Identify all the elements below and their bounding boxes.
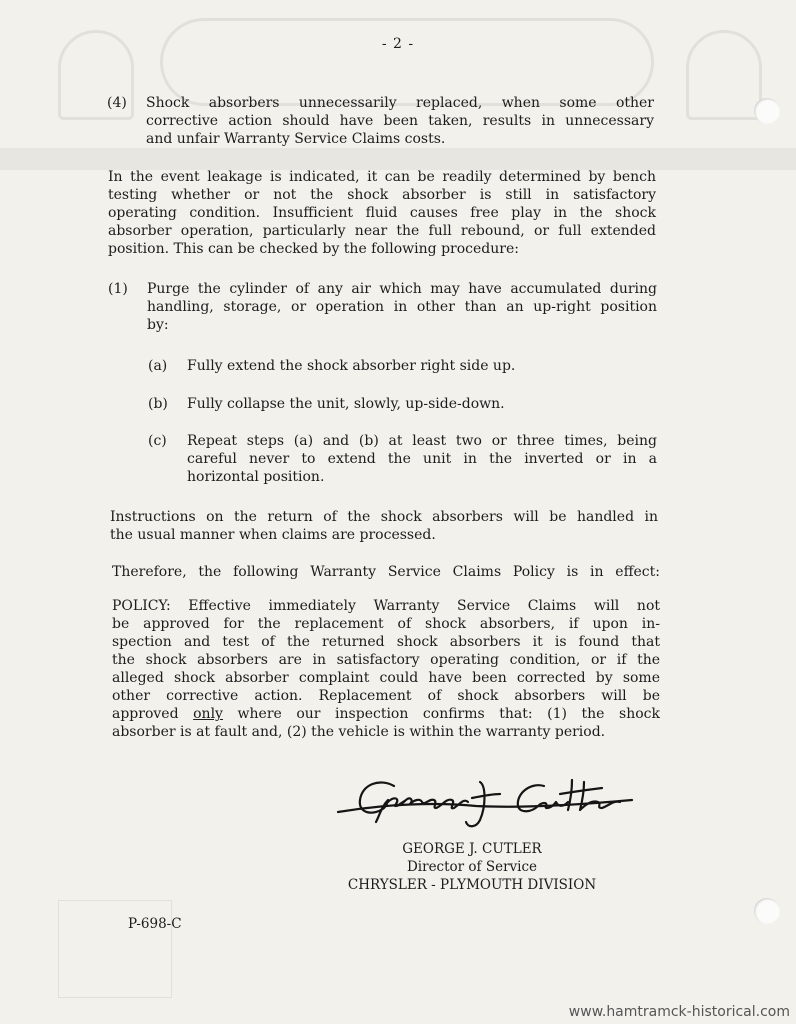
punch-hole-top xyxy=(754,98,780,124)
policy-line-2: be approved for the replacement of shock absorbers, if upon in- xyxy=(112,616,660,632)
step-1-line-2: handling, storage, or operation in other than an up-right position xyxy=(147,299,657,315)
policy-line-7-rest: where our inspection confirms that: (1) the shock xyxy=(237,706,660,722)
item-4-line-2: corrective action should have been taken, results in unnecessary xyxy=(146,113,654,129)
website-watermark: www.hamtramck-historical.com xyxy=(568,1004,790,1020)
policy-only-underlined: only xyxy=(193,706,223,722)
item-4-line-3: and unfair Warranty Service Claims costs. xyxy=(146,131,446,147)
page-number: - 2 - xyxy=(381,36,415,52)
policy-line-7 xyxy=(112,705,660,723)
leakage-line-3: operating condition. Insufficient fluid causes free play in the shock xyxy=(108,205,656,221)
step-1-number: (1) xyxy=(108,281,128,297)
handwritten-signature xyxy=(336,772,636,842)
policy-line-5: alleged shock absorber complaint could have been corrected by some xyxy=(112,670,660,686)
substep-c-line-1: Repeat steps (a) and (b) at least two or three times, being xyxy=(187,433,657,449)
bleedthrough-routing-box xyxy=(58,900,172,998)
leakage-line-1: In the event leakage is indicated, it can be readily determined by bench xyxy=(108,169,656,185)
substep-b-text: Fully collapse the unit, slowly, up-side-down. xyxy=(187,396,505,412)
instructions-line-1: Instructions on the return of the shock absorbers will be handled in xyxy=(110,509,658,525)
substep-a-text: Fully extend the shock absorber right side up. xyxy=(187,358,516,374)
policy-line-1: POLICY: Effective immediately Warranty Service Claims will not xyxy=(112,598,660,614)
leakage-line-2: testing whether or not the shock absorber is still in satisfactory xyxy=(108,187,656,203)
bleedthrough-banner xyxy=(160,18,654,106)
substep-c-line-3: horizontal position. xyxy=(187,469,325,485)
signer-title: Director of Service xyxy=(406,859,538,875)
policy-line-6: other corrective action. Replacement of shock absorbers will be xyxy=(112,688,660,704)
substep-c-line-2: careful never to extend the unit in the inverted or in a xyxy=(187,451,657,467)
step-1-line-3: by: xyxy=(147,317,169,333)
substep-b-label: (b) xyxy=(148,396,168,412)
step-1-line-1: Purge the cylinder of any air which may have accumulated during xyxy=(147,281,657,297)
substep-a-label: (a) xyxy=(148,358,168,374)
item-4-line-1: Shock absorbers unnecessarily replaced, when some other xyxy=(146,95,654,111)
punch-hole-bottom xyxy=(754,898,780,924)
form-code: P-698-C xyxy=(128,916,182,932)
bleedthrough-band xyxy=(0,148,796,170)
substep-c-label: (c) xyxy=(148,433,167,449)
item-4-number: (4) xyxy=(107,95,127,111)
signer-division: CHRYSLER - PLYMOUTH DIVISION xyxy=(347,877,597,893)
therefore-line: Therefore, the following Warranty Service Claims Policy is in effect: xyxy=(112,564,660,580)
policy-approved-word: approved xyxy=(112,706,179,722)
policy-line-4: the shock absorbers are in satisfactory operating condition, or if the xyxy=(112,652,660,668)
leakage-line-4: absorber operation, particularly near the full rebound, or full extended xyxy=(108,223,656,239)
policy-line-3: spection and test of the returned shock absorbers it is found that xyxy=(112,634,660,650)
policy-line-8: absorber is at fault and, (2) the vehicle is within the warranty period. xyxy=(112,724,606,740)
instructions-line-2: the usual manner when claims are processed. xyxy=(110,527,436,543)
leakage-line-5: position. This can be checked by the following procedure: xyxy=(108,241,519,257)
signer-name: GEORGE J. CUTLER xyxy=(402,841,542,857)
